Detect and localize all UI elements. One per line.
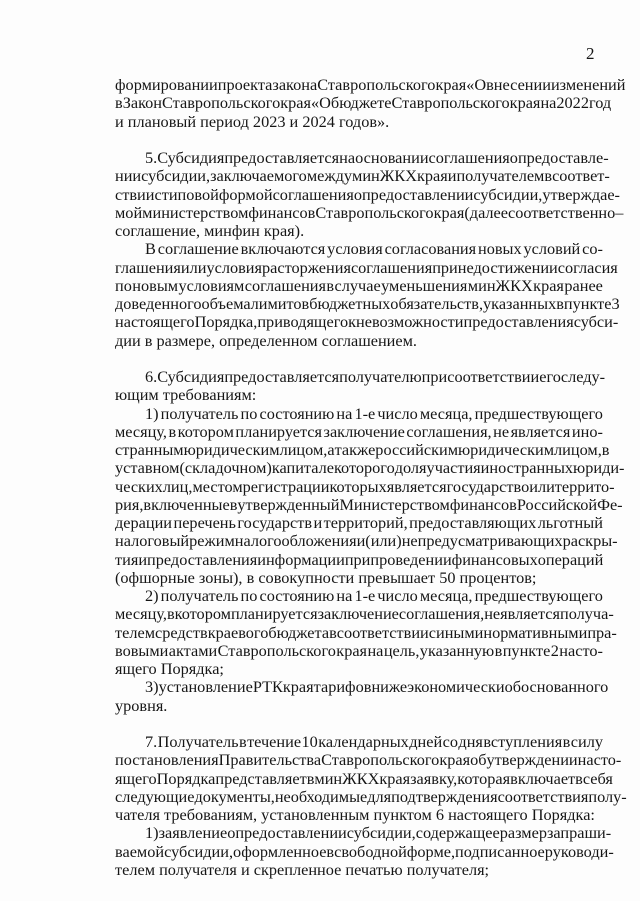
paragraph-spacer [115,715,603,733]
text-line: и плановый период 2023 и 2024 годов». [115,111,390,131]
text-line: ческих лиц, местом регистрации которых является государство или террито- [115,476,615,496]
text-line: В соглашение включаются условия согласования новых условий со- [145,239,603,259]
paragraph [115,75,626,131]
page-number: 2 [586,44,595,63]
paragraph [115,403,625,588]
text-line: глашения или условия расторжения соглашения при недостижении согласия [115,257,618,277]
text-line: соглашение, минфин края). [115,221,305,240]
text-line: налоговый режим налогообложения и (или) не предусматривающих раскры- [115,531,618,551]
text-line: доведенного объема лимитов бюджетных обязательств, указанных в пункте 3 [115,294,620,313]
paragraph [115,586,617,678]
paragraph [115,732,627,824]
text-line: 3) установление РТК края тарифов ниже экономически обоснованного [145,677,609,697]
paragraph [115,823,614,879]
text-line: ящего Порядка представляет в минЖКХ края заявку, которая включает в себя [115,768,613,788]
text-line: настоящего Порядка, приводящего к невозможности предоставления субси- [115,312,619,332]
text-line: месяцу, в котором планируется заключение соглашения, не является ино- [115,421,603,441]
text-line: мой министерством финансов Ставропольского края (далее соответственно – [115,202,624,222]
paragraph [115,677,609,715]
text-line: формировании проекта закона Ставропольского края «О внесении изменений [115,75,626,94]
document-body [115,75,627,879]
text-line: 5. Субсидия предоставляется на основании соглашения о предоставле- [145,148,609,167]
paragraph [115,239,620,350]
text-line: ящего Порядка; [115,659,224,678]
text-line: чателя требованиям, установленным пунктом 6 настоящего Порядка: [115,805,595,824]
text-line: уставном (складочном) капитале которого доля участия иностранных юриди- [115,458,625,478]
text-line: 1) заявление о предоставлении субсидии, содержащее размер запраши- [145,823,612,843]
text-line: месяцу, в котором планируется заключение соглашения, не является получа- [115,604,614,624]
text-line: (офшорные зоны), в совокупности превышает 50 процентов; [115,567,537,587]
text-line: телем получателя и скрепленное печатью получателя; [115,859,490,879]
paragraph-spacer [115,350,603,368]
text-line: 7. Получатель в течение 10 календарных дней со дня вступления в силу [145,732,603,751]
text-line: телем средств краевого бюджета в соответствии с иными нормативными пра- [115,622,617,642]
text-line: уровня. [115,695,168,715]
paragraph-spacer [115,131,603,149]
text-line: странным юридическим лицом, а также российским юридическим лицом, в [115,440,610,459]
text-line: 2) получатель по состоянию на 1-е число месяца, предшествующего [145,586,603,605]
text-line: дии в размере, определенном соглашением. [115,330,417,350]
text-line: постановления Правительства Ставропольского края об утверждении насто- [115,750,622,770]
text-line: рия, включенные в утвержденный Министерством финансов Российской Фе- [115,494,623,514]
text-line: дерации перечень государств и территорий, предоставляющих льготный [115,513,603,532]
text-line: тия и предоставления информации при проведении финансовых операций [115,549,604,569]
text-line: ствии с типовой формой соглашения о предоставлении субсидии, утверждае- [115,184,620,204]
text-line: 1) получатель по состоянию на 1-е число месяца, предшествующего [145,403,603,423]
paragraph [115,148,624,240]
text-line: в Закон Ставропольского края «О бюджете Ставропольского края на 2022 год [115,93,612,113]
text-line: следующие документы, необходимые для подтверждения соответствия полу- [115,786,627,806]
text-line: ющим требованиям: [115,385,257,405]
text-line: 6. Субсидия предоставляется получателю при соответствии его следу- [145,367,606,386]
text-line: нии субсидии, заключаемого между минЖКХ края и получателем в соответ- [115,166,610,186]
text-line: вовыми актами Ставропольского края на цель, указанную в пункте 2 насто- [115,640,603,660]
paragraph [115,367,606,405]
text-line: ваемой субсидии, оформленное в свободной форме, подписанное руководи- [115,841,614,861]
text-line: по новым условиям соглашения в случае уменьшения минЖКХ края ранее [115,275,603,295]
